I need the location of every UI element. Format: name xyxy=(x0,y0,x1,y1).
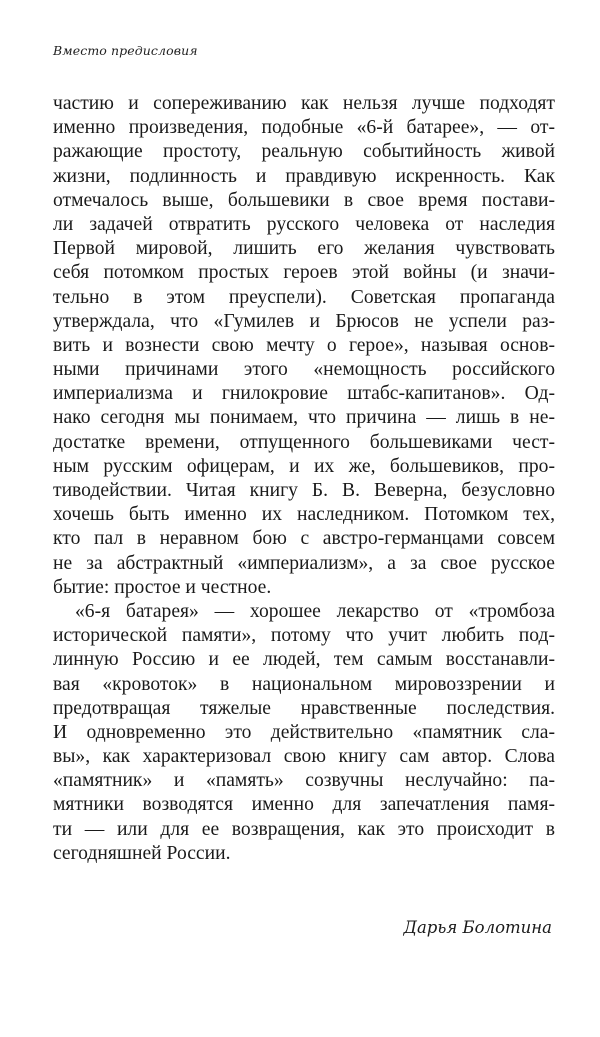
text-line: тельно в этом преуспели). Советская пропаганда xyxy=(53,286,555,308)
text-line: жизни, подлинность и правдивую искренность. Как xyxy=(53,165,555,187)
text-line: «6-я батарея» — хорошее лекарство от «тромбоза xyxy=(75,600,555,622)
text-line: хочешь быть именно их наследником. Потомком тех, xyxy=(53,504,555,526)
body-text xyxy=(53,92,555,866)
text-line: достатке времени, отпущенного большевиками чест- xyxy=(53,431,555,453)
text-line: отмечалось выше, большевики в свое время постави- xyxy=(53,189,555,211)
text-line: мятники возводятся именно для запечатления памя- xyxy=(53,794,555,816)
paragraph-2 xyxy=(53,600,555,866)
text-line: «памятник» и «память» созвучны неслучайно: па- xyxy=(53,770,555,792)
running-head: Вместо предисловия xyxy=(53,43,198,58)
text-line: не за абстрактный «империализм», а за свое русское xyxy=(53,552,555,574)
text-line: себя потомком простых героев этой войны (и значи- xyxy=(53,262,555,284)
text-line: линную Россию и ее людей, тем самым восстанавли- xyxy=(53,649,555,671)
text-line: бытие: простое и честное. xyxy=(53,576,272,598)
text-line: утверждала, что «Гумилев и Брюсов не успели раз- xyxy=(53,310,555,332)
text-line: ти — или для ее возвращения, как это происходит в xyxy=(53,818,555,840)
text-line: сегодняшней России. xyxy=(53,842,231,864)
text-line: вить и вознести свою мечту о герое», называя основ- xyxy=(53,334,555,356)
text-line: кто пал в неравном бою с австро-германцами совсем xyxy=(53,528,555,550)
text-line: И одновременно это действительно «памятник сла- xyxy=(53,721,555,743)
text-line: ли задачей отвратить русского человека от наследия xyxy=(53,213,555,235)
text-line: ными причинами этого «немощность российского xyxy=(53,359,555,381)
text-line: именно произведения, подобные «6-й батарее», — от- xyxy=(53,117,555,139)
text-line: частию и сопереживанию как нельзя лучше подходят xyxy=(53,93,555,114)
text-line: нако сегодня мы понимаем, что причина — лишь в не- xyxy=(53,407,555,429)
text-line: вы», как характеризовал свою книгу сам автор. Слова xyxy=(53,746,555,768)
text-line: империализма и гнилокровие штабс-капитанов». Од- xyxy=(53,383,555,405)
text-line: ражающие простоту, реальную событийность живой xyxy=(53,141,555,163)
text-line: исторической памяти», потому что учит любить под- xyxy=(53,625,555,647)
text-line: ным русским офицерам, и их же, большевиков, про- xyxy=(53,455,555,477)
text-line: предотвращая тяжелые нравственные последствия. xyxy=(53,697,555,719)
paragraph-1 xyxy=(53,92,555,600)
text-line: вая «кровоток» в национальном мировоззрении и xyxy=(53,673,555,695)
text-line: Первой мировой, лишить его желания чувствовать xyxy=(53,238,555,260)
text-line: тиводействии. Читая книгу Б. В. Веверна, безусловно xyxy=(53,480,555,501)
author-signature: Дарья Болотина xyxy=(403,918,552,937)
